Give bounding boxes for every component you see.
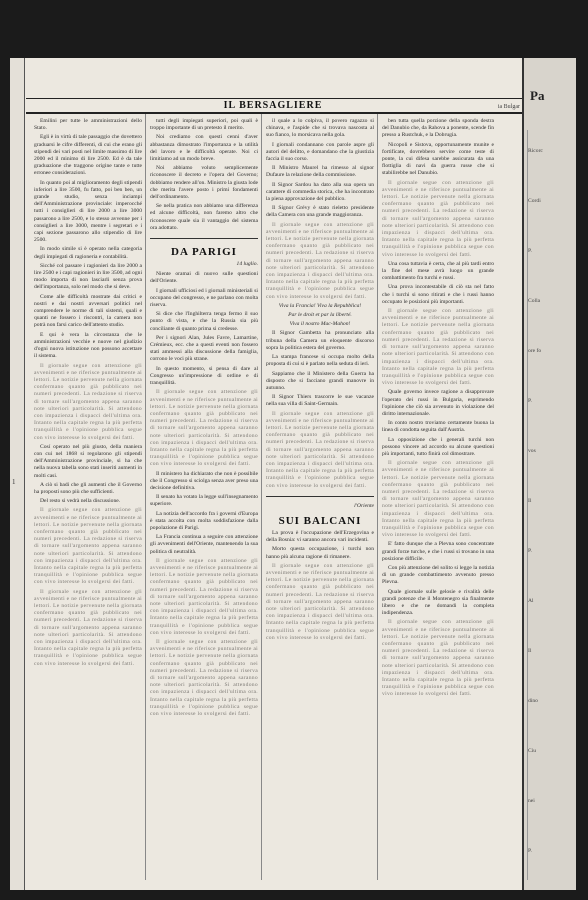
adjacent-fragment: P. (528, 848, 532, 854)
newspaper-page (10, 58, 576, 890)
adjacent-fragment: Ciu (528, 748, 537, 754)
article-paragraph: Nicopoli e Sistova, opportunamente munite e fortificate, dovrebbero servire come teste di ponte, la cui difesa sarebbe assicurata da una flottiglia di navi da guerra russe che si stabilirebbe nel Danubio. (382, 141, 494, 177)
edge-mark: 1 (12, 478, 16, 486)
filler-text: Il giornale segue con attenzione gli avvenimenti e ne riferisce puntualmente ai lettori. Le notizie pervenute nella giornata confermano quanto già pubblicato nei numeri precedenti. La redazione si riserva di tornare sull'argomento appena saranno note ulteriori particolarità. Si attendono con impazienza i dispacci dell'ultima ora. Intanto nella capitale regna la più perfetta tranquillità e l'opinione pubblica segue con vivo interesse lo svolgersi dei fatti. (34, 362, 142, 441)
section-title-balcani: SUI BALCANI (278, 514, 362, 527)
article-paragraph: il quale a lo colpiva, il povero ragazzo si chinava, e l'aspide che si trovava nascosta al suo fianco, lo morsicava nella gola. (266, 118, 374, 139)
column-4 (382, 118, 494, 880)
article-paragraph: Il Signor Thiers trascorre le sue vacanze nella sua villa di Saint-Germain. (266, 394, 374, 408)
article-paragraph: Morto questa occupazione, i turchi non hanno più alcuna ragione di rimanere. (266, 546, 374, 560)
article-paragraph: In conto nostro troviamo certamente buona la linea di condotta seguita dall'Austria. (382, 420, 494, 434)
adjacent-fragment: ore fo (528, 348, 542, 354)
section-separator (150, 238, 258, 239)
article-paragraph: Niente oramai di nuovo sulle questioni dell'Oriente. (150, 271, 258, 285)
filler-text: Il giornale segue con attenzione gli avvenimenti e ne riferisce puntualmente ai lettori. Le notizie pervenute nella giornata confermano quanto già pubblicato nei numeri precedenti. La redazione si riserva di tornare sull'argomento appena saranno note ulteriori particolarità. Si attendono con impazienza i dispacci dell'ultima ora. Intanto nella capitale regna la più perfetta tranquillità e l'opinione pubblica segue con vivo interesse lo svolgersi dei fatti. (382, 460, 494, 539)
article-paragraph: Se nella pratica non abbiamo una differenza ed alcune difficoltà, non faremo altro che riconoscere quale sia il vantaggio del sistema ora adottato. (150, 203, 258, 231)
article-paragraph: La notizia dell'accordo fra i governi d'Europa è stata accolta con molta soddisfazione dalla popolazione di Parigi. (150, 510, 258, 531)
column-divider (145, 114, 146, 880)
section-separator (266, 496, 374, 497)
left-page-edge (10, 58, 25, 890)
adjacent-fragment: Ricorc (528, 148, 543, 154)
article-paragraph: In quanto poi al miglioramento degli stipendi inferiori a lire 3500, fu fatto, poi ben ben, un grande studio, senza inciampi dell'Amministrazione provinciale: imperocché tutti i consiglieri di lire 2000 a lire 3000 passarono a lire 2500, e lo stesso avvenne per i consiglieri a lire 3000, mentre i segretari e i capi sezione passarono allo stipendio di lire 2500. (34, 179, 142, 244)
adjacent-fragment: Al (528, 598, 534, 604)
column-1 (34, 118, 142, 880)
article-paragraph: ben tutta quella porzione della sponda destra del Danubio che, da Rahova a ponente, scende fin presso a Rustchuk, e la Dobrugia. (382, 118, 494, 139)
adjacent-fragment: Il (528, 498, 532, 504)
article-paragraph: La Francia continua a seguire con attenzione gli avvenimenti dell'Oriente, mantenendo la sua politica di neutralità. (150, 534, 258, 555)
article-paragraph: A ciò si badi che gli aumenti che il Governo ha proposti sono più che sufficienti. (34, 481, 142, 495)
dateline: 14 luglio. (236, 261, 258, 268)
masthead-rule-top (26, 98, 524, 99)
masthead-rule-bottom (26, 112, 524, 114)
article-paragraph: Quale governo invece ragione a disapprovare l'operato dei russi in Bulgaria, esprimendo l'opinione che ciò sia avvenuto in violazione del diritto internazionale. (382, 389, 494, 417)
adjacent-page-strip (522, 58, 576, 890)
adjacent-fragment: P. (528, 248, 532, 254)
filler-text: Il giornale segue con attenzione gli avvenimenti e ne riferisce puntualmente ai lettori. Le notizie pervenute nella giornata confermano quanto già pubblicato nei numeri precedenti. La redazione si riserva di tornare sull'argomento appena saranno note ulteriori particolarità. Si attendono con impazienza i dispacci dell'ultima ora. Intanto nella capitale regna la più perfetta tranquillità e l'opinione pubblica segue con vivo interesse lo svolgersi dei fatti. (266, 221, 374, 300)
article-paragraph: Con più attenzione del solito si legge la notizia di un grande combattimento avvenuto presso Plevna. (382, 564, 494, 586)
italic-line: Par le droit et par la liberté. (288, 312, 352, 319)
italic-line: Viva la Francia! Viva la Repubblica! (278, 302, 362, 309)
article-paragraph: Sappiamo che il Ministero della Guerra ha disposto che si facciano grandi manovre in autunno. (266, 370, 374, 391)
article-paragraph: Egli è in virtù di tale passaggio che dovettero graduarsi le cifre differenti, di cui che erano gli stipendi dei vari posti nel limite massimo di lire 2000 ed il minimo di lire 2500. Ed è da tale graduazione che traggono origine tante e tutte erronee considerazioni. (34, 134, 142, 177)
adjacent-fragment: nei (528, 798, 535, 804)
filler-text: Il giornale segue con attenzione gli avvenimenti e ne riferisce puntualmente ai lettori. Le notizie pervenute nella giornata confermano quanto già pubblicato nei numeri precedenti. La redazione si riserva di tornare sull'argomento appena saranno note ulteriori particolarità. Si attendono con impazienza i dispacci dell'ultima ora. Intanto nella capitale regna la più perfetta tranquillità e l'opinione pubblica segue con vivo interesse lo svolgersi dei fatti. (382, 308, 494, 387)
adjacent-page-header: Pa (530, 88, 545, 103)
top-fragment: ia Bulgar (497, 104, 520, 110)
article-paragraph: Una prova incontestabile di ciò sta nel fatto che i turchi si sono ritirati e che i russi hanno occupato le posizioni più importanti. (382, 284, 494, 305)
article-paragraph: I giornali ufficiosi ed i giornali ministeriali si occupano del congresso, e ne parlano con molta riserva. (150, 287, 258, 309)
article-paragraph: Una cosa tuttavia è certa, che al più tardi entro la fine del mese avrà luogo un grande combattimento fra turchi e russi. (382, 260, 494, 282)
article-paragraph: Come alle difficoltà mostrate dai critici e nostri e dai nostri avversari politici nel comprendere le norme di tali sistemi, quali e quanti ne fossero i riscontri, la camera non potrà non farsi carico dell'attento studio. (34, 293, 142, 329)
article-paragraph: La prova è l'occupazione dell'Erzegovina e della Bosnia: vi saranno ancora vari incidenti. (266, 529, 374, 544)
italic-line: Viva il nostro Mac-Mahon! (289, 321, 351, 328)
article-paragraph: E qui è vera la circostanza che le amministrazioni vecchie e nuove nel giudizio d'ogni nuova istituzione non possono accettare il sistema. (34, 331, 142, 360)
article-paragraph: Il ministero ha dichiarato che non è possibile che il Congresso si sciolga senza aver preso una decisione definitiva. (150, 470, 258, 491)
article-paragraph: Cosí operato nel più giusto, della maniera con cui nel 1868 si regolarono gli stipendi dell'Amministrazione provinciale, si ha che nella nuova tabella sono stati inseriti aumenti in molti casi. (34, 443, 142, 479)
column-3 (266, 118, 374, 880)
article-paragraph: Del resto si vedrà nella discussione. (40, 498, 121, 505)
article-paragraph: Il senato ha votato la legge sull'insegnamento superiore. (150, 494, 258, 508)
adjacent-fragment: P. (528, 548, 532, 554)
article-paragraph: Quale giornale sulle gelosie e rivalità delle grandi potenze che il Montenegro sia finalmente libero e che ne domandi la completa indipendenza. (382, 588, 494, 617)
section-title-parigi: DA PARIGI (171, 246, 237, 259)
article-paragraph: Emilini per tutte le amministrazioni dello Stato. (34, 118, 142, 132)
article-paragraph: E' fatto dunque che a Plevna sono concentrate grandi forze turche, e che i russi si trovano in una posizione difficile. (382, 541, 494, 562)
article-paragraph: La opposizione che i generali turchi non possono vincere ad accordo su alcune questioni più importanti, tutto finirà col dimostrare. (382, 436, 494, 457)
filler-text: Il giornale segue con attenzione gli avvenimenti e ne riferisce puntualmente ai lettori. Le notizie pervenute nella giornata confermano quanto già pubblicato nei numeri precedenti. La redazione si riserva di tornare sull'argomento appena saranno note ulteriori particolarità. Si attendono con impazienza i dispacci dell'ultima ora. Intanto nella capitale regna la più perfetta tranquillità e l'opinione pubblica segue con vivo interesse lo svolgersi dei fatti. (266, 410, 374, 489)
article-paragraph: Il Signor Sardou ha dato alla sua opera un carattere di commedia storica, che ha incontrato la piena approvazione del pubblico. (266, 181, 374, 203)
filler-text: Il giornale segue con attenzione gli avvenimenti e ne riferisce puntualmente ai lettori. Le notizie pervenute nella giornata confermano quanto già pubblicato nei numeri precedenti. La redazione si riserva di tornare sull'argomento appena saranno note ulteriori particolarità. Si attendono con impazienza i dispacci dell'ultima ora. Intanto nella capitale regna la più perfetta tranquillità e l'opinione pubblica segue con vivo interesse lo svolgersi dei fatti. (150, 557, 258, 636)
adjacent-page-rule (527, 130, 528, 880)
article-paragraph: In questo momento, si pensa di dare al Congresso un'impressione di ordine e di tranquillità. (150, 365, 258, 387)
filler-text: Il giornale segue con attenzione gli avvenimenti e ne riferisce puntualmente ai lettori. Le notizie pervenute nella giornata confermano quanto già pubblicato nei numeri precedenti. La redazione si riserva di tornare sull'argomento appena saranno note ulteriori particolarità. Si attendono con impazienza i dispacci dell'ultima ora. Intanto nella capitale regna la più perfetta tranquillità e l'opinione pubblica segue con vivo interesse lo svolgersi dei fatti. (382, 179, 494, 258)
article-paragraph: La stampa francese si occupa molto della proposta di cui si è parlato nella seduta di ieri. (266, 354, 374, 368)
article-paragraph: Per i signori Alan, Jules Favre, Lamartine, Crémieux, ecc. che a questi eventi non fossero stati ammessi alla discussione della famiglia, corrono le voci più strane. (150, 334, 258, 363)
column-divider (377, 114, 378, 880)
adjacent-fragment: vos (528, 448, 536, 454)
filler-text: Il giornale segue con attenzione gli avvenimenti e ne riferisce puntualmente ai lettori. Le notizie pervenute nella giornata confermano quanto già pubblicato nei numeri precedenti. La redazione si riserva di tornare sull'argomento appena saranno note ulteriori particolarità. Si attendono con impazienza i dispacci dell'ultima ora. Intanto nella capitale regna la più perfetta tranquillità e l'opinione pubblica segue con vivo interesse lo svolgersi dei fatti. (150, 639, 258, 718)
article-paragraph: Sicché col passare i ragionieri da lire 2000 a lire 2500 e i capi ragionieri in lire 3500, ad ogni modo importa di non lasciarli senza prova dell'importanza, solo nel modo che si deve. (34, 262, 142, 291)
column-2 (150, 118, 258, 880)
adjacent-fragment: P. (528, 398, 532, 404)
filler-text: Il giornale segue con attenzione gli avvenimenti e ne riferisce puntualmente ai lettori. Le notizie pervenute nella giornata confermano quanto già pubblicato nei numeri precedenti. La redazione si riserva di tornare sull'argomento appena saranno note ulteriori particolarità. Si attendono con impazienza i dispacci dell'ultima ora. Intanto nella capitale regna la più perfetta tranquillità e l'opinione pubblica segue con vivo interesse lo svolgersi dei fatti. (34, 588, 142, 667)
filler-text: Il giornale segue con attenzione gli avvenimenti e ne riferisce puntualmente ai lettori. Le notizie pervenute nella giornata confermano quanto già pubblicato nei numeri precedenti. La redazione si riserva di tornare sull'argomento appena saranno note ulteriori particolarità. Si attendono con impazienza i dispacci dell'ultima ora. Intanto nella capitale regna la più perfetta tranquillità e l'opinione pubblica segue con vivo interesse lo svolgersi dei fatti. (382, 619, 494, 698)
article-paragraph: Il Ministro Maurel ha rimesso al signor Dufaure la relazione della commissione. (266, 165, 374, 179)
adjacent-fragment: Colla (528, 298, 541, 304)
filler-text: Il giornale segue con attenzione gli avvenimenti e ne riferisce puntualmente ai lettori. Le notizie pervenute nella giornata confermano quanto già pubblicato nei numeri precedenti. La redazione si riserva di tornare sull'argomento appena saranno note ulteriori particolarità. Si attendono con impazienza i dispacci dell'ultima ora. Intanto nella capitale regna la più perfetta tranquillità e l'opinione pubblica segue con vivo interesse lo svolgersi dei fatti. (266, 562, 374, 641)
dateline: l'Oriente (354, 502, 374, 509)
adjacent-fragment: Cordi (528, 198, 541, 204)
masthead-title: IL BERSAGLIERE (223, 100, 323, 111)
column-divider (261, 114, 262, 880)
article-paragraph: Si dice che l'Inghilterra tenga fermo il suo punto di vista, e che la Russia sia più conciliante di quanto prima si credesse. (150, 311, 258, 332)
article-paragraph: I giornali condannano con parole aspre gli autori del delitto, e domandano che la giustizia faccia il suo corso. (266, 141, 374, 163)
article-paragraph: Il Signor Grévy è stato rieletto presidente della Camera con una grande maggioranza. (266, 205, 374, 219)
article-paragraph: In modo simile si è operato nella categoria degli impiegati di ragioneria e contabilità. (34, 246, 142, 260)
filler-text: Il giornale segue con attenzione gli avvenimenti e ne riferisce puntualmente ai lettori. Le notizie pervenute nella giornata confermano quanto già pubblicato nei numeri precedenti. La redazione si riserva di tornare sull'argomento appena saranno note ulteriori particolarità. Si attendono con impazienza i dispacci dell'ultima ora. Intanto nella capitale regna la più perfetta tranquillità e l'opinione pubblica segue con vivo interesse lo svolgersi dei fatti. (150, 389, 258, 468)
article-paragraph: Noi abbiamo voluto semplicemente riconoscere il decreto e l'opera del Governo; dobbiamo rendere all'on. Ministro la giusta lode che merita l'avere posto i primi fondamenti dell'ordinamento. (150, 165, 258, 201)
article-paragraph: Il Signor Gambetta ha pronunciato alla tribuna della Camera un eloquente discorso sopra la politica estera del governo. (266, 330, 374, 351)
article-paragraph: Noi crediamo con questi cenni d'aver abbastanza dimostrato l'importanza e la utilità del lavoro e le difficoltà operate. Noi ci limitiamo ad un modo breve. (150, 134, 258, 163)
adjacent-fragment: dino (528, 698, 538, 704)
article-paragraph: tutti degli impiegati superiori, poi quali è troppo importante di un pretesto il merito. (150, 118, 258, 132)
filler-text: Il giornale segue con attenzione gli avvenimenti e ne riferisce puntualmente ai lettori. Le notizie pervenute nella giornata confermano quanto già pubblicato nei numeri precedenti. La redazione si riserva di tornare sull'argomento appena saranno note ulteriori particolarità. Si attendono con impazienza i dispacci dell'ultima ora. Intanto nella capitale regna la più perfetta tranquillità e l'opinione pubblica segue con vivo interesse lo svolgersi dei fatti. (34, 507, 142, 586)
adjacent-fragment: Il (528, 648, 532, 654)
